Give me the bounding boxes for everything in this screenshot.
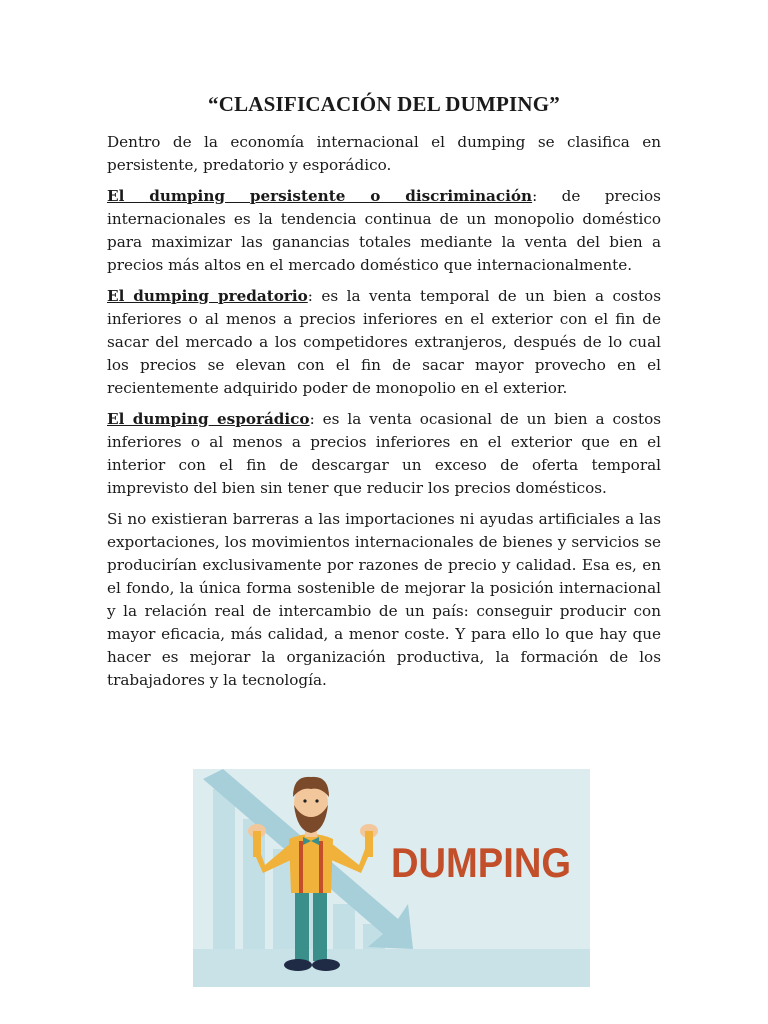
document-title: “CLASIFICACIÓN DEL DUMPING” <box>208 92 560 116</box>
term-persistent: El dumping persistente o discriminación <box>107 187 533 205</box>
document-page <box>107 92 661 700</box>
section-predatory <box>107 285 661 400</box>
term-sporadic: El dumping esporádico <box>107 410 310 428</box>
section-sporadic <box>107 408 661 500</box>
closing-paragraph: Si no existieran barreras a las importaciones ni ayudas artificiales a las exportaciones, los movimientos internacionales de bienes y servicios se producirían exclusivamente por razones de precio y calidad. Esa es, en el fondo, la única forma sostenible de mejorar la posición internacional y la relación real de intercambio de un país: conseguir producir con mayor eficacia, más calidad, a menor coste. Y para ello lo que hay que hacer es mejorar la organización productiva, la formación de los trabajadores y la tecnología. <box>107 510 661 689</box>
text-predatory: : es la venta temporal de un bien a costos inferiores o al menos a precios inferiores en el exterior con el fin de sacar del mercado a los competidores extranjeros, después de lo cual los precios se elevan con el fin de sacar mayor provecho en el recientemente adquirido poder de monopolio en el exterior. <box>107 287 661 397</box>
term-predatory: El dumping predatorio <box>107 287 308 305</box>
text-sporadic: : es la venta ocasional de un bien a costos inferiores o al menos a precios inferiores en el exterior que en el interior con el fin de descargar un exceso de oferta temporal imprevisto del bien sin tener que reducir los precios domésticos. <box>107 410 662 497</box>
section-persistent <box>107 185 661 277</box>
illustration-svg <box>193 769 590 987</box>
ground-strip <box>193 949 590 987</box>
intro-paragraph: Dentro de la economía internacional el dumping se clasifica en persistente, predatorio y esporádico. <box>107 133 661 174</box>
text-persistent: : de precios internacionales es la tendencia continua de un monopolio doméstico para maximizar las ganancias totales mediante la venta del bien a precios más altos en el mercado doméstico que internacionalmente. <box>107 187 661 274</box>
dumping-illustration <box>193 769 590 987</box>
dumping-word: DUMPING <box>391 839 571 886</box>
